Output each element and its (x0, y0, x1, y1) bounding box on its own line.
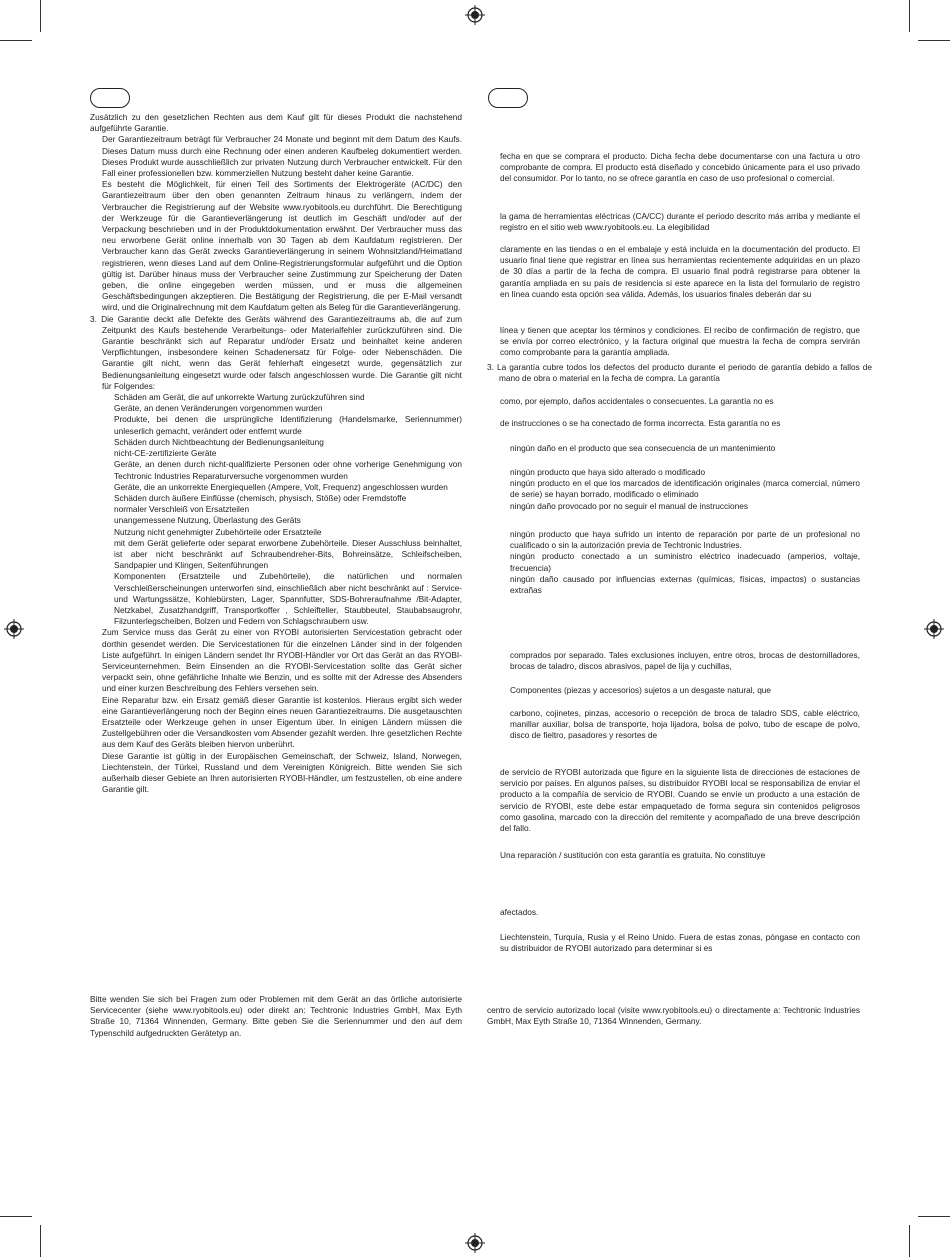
service-text: Zum Service muss das Gerät zu einer von RYOBI autorisierten Servicestation gebracht oder dorthin gesendet werden. Die Servicestationen für die einzelnen Länder sind in der folgenden Liste aufgeführt. In einigen Ländern sendet Ihr RYOBI-Händler vor Ort das Gerät an das RYOBI-Serviceunternehmen. Beim Einsenden an die RYOBI-Servicestation sollte das Gerät sicher verpackt sein, ohne gefährliche Inhalte wie Benzin, und es sollte mit der Adresse des Absenders und einer kurzen Beschreibung des Fehlers versehen sein. (102, 627, 462, 694)
spanish-damage-text: como, por ejemplo, daños accidentales o consecuentes. La garantía no es (500, 396, 774, 406)
spanish-warranty-period-text: fecha en que se comprara el producto. Dicha fecha debe documentarse con una factura u otro comprobante de compra. El producto está diseñado y concebido únicamente para el uso privado del consumidor. Por lo tanto, no se ofrece garantía en caso de uso profesional o comercial. (500, 151, 860, 184)
list-item: Schäden am Gerät, die auf unkorrekte Wartung zurückzuführen sind (114, 392, 365, 403)
german-footer-text: Bitte wenden Sie sich bei Fragen zum oder Problemen mit dem Gerät an das örtliche autorisierte Servicecenter (siehe www.ryobitools.eu) oder direkt an: Techtronic Industries GmbH, Max Eyth Straße 10, 71364 Winnenden, Germany. Bitte geben Sie die Seriennummer und den auf dem Typenschild aufgedruckten Gerätetyp an. (90, 994, 462, 1038)
registration-mark-icon (465, 5, 485, 25)
repair-text: Eine Reparatur bzw. ein Ersatz gemäß dieser Garantie ist kostenlos. Hieraus ergibt sich weder eine Garantieverlängerung noch der Beginn eines neuen Garantiezeitraums. Die ausgetauschten Ersatzteile oder Werkzeuge gehen in unser Eigentum über. In einigen Ländern müssen die Zustellgebühren oder die Versandkosten vom Absender gezahlt werden. Ihre gesetzlichen Rechte aus dem Kauf des Geräts bleiben hiervon unberührt. (102, 694, 462, 750)
crop-mark (918, 1216, 950, 1217)
list-item: Komponenten (Ersatzteile und Zubehörteile), die natürlichen und normalen Verschleißerscheinungen unterworfen sind, einschließlich aber nicht beschränkt auf : Service- und Wartungssätze, Kohlebürsten, Lager, Spannfutter, SDS-Bohreraufnahme /Bit-Adapter, Netzkabel, Zusatzhandgriff, Transportkoffer , Schleifteller, Staubbeutel, Staubabsaugrohr, Filzunterlegscheiben, Bolzen und Federn von Schlagschraubern usw. (114, 571, 462, 627)
list-item: Produkte, bei denen die ursprüngliche Identifizierung (Handelsmarke, Seriennummer) unleserlich gemacht, verändert oder entfernt wurde (114, 414, 462, 436)
registration-mark-icon (465, 1233, 485, 1253)
list-item: ningún daño provocado por no seguir el manual de instrucciones (510, 500, 749, 511)
list-item: Geräte, die an unkorrekte Energiequellen (Ampere, Volt, Frequenz) angeschlossen wurden (114, 481, 448, 492)
spanish-instructions-text: de instrucciones o se ha conectado de forma incorrecta. Esta garantía no es (500, 418, 781, 428)
spanish-coverage-text: 3. La garantía cubre todos los defectos del producto durante el periodo de garantía debido a fallos de mano de obra o material en la fecha de compra. La garantía (487, 362, 872, 384)
spanish-service-text: de servicio de RYOBI autorizada que figure en la siguiente lista de direcciones de estaciones de servicio por países. En algunos países, su distribuidor RYOBI local se responsabiliza de enviar el producto a la compañía de servicio de RYOBI. Cuando se envíe un producto a una estación de servicio de RYOBI, este debe estar empaquetado de forma segura sin contenidos peligrosos como gasolina, marcado con la dirección del remitente y acompañado de una breve descripción del fallo. (500, 767, 860, 834)
registration-mark-icon (924, 619, 944, 639)
german-warranty-column (90, 112, 462, 795)
crop-mark (40, 1225, 41, 1257)
list-item: Schäden durch äußere Einflüsse (chemisch, physisch, Stöße) oder Fremdstoffe (114, 492, 407, 503)
validity-text: Diese Garantie ist gültig in der Europäischen Gemeinschaft, der Schweiz, Island, Norwegen, Liechtenstein, der Türkei, Russland und dem Vereinigten Königreich. Bitte wenden Sie sich außerhalb dieser Gebiete an Ihren autorisierten RYOBI-Händler, um festzustellen, ob eine andere Garantie gilt. (102, 750, 462, 795)
crop-mark (909, 1225, 910, 1257)
list-item: Geräte, an denen Veränderungen vorgenommen wurden (114, 403, 323, 414)
list-item: ningún daño causado por influencias externas (químicas, físicas, impactos) o sustancias extrañas (510, 573, 860, 596)
spanish-registration-text: línea y tienen que aceptar los términos y condiciones. El recibo de confirmación de registro, que se envía por correo electrónico, y la factura original que muestra la fecha de compra servirán como comprobante para la garantía ampliada. (500, 325, 860, 358)
list-item: ningún producto que haya sufrido un intento de reparación por parte de un profesional no cualificado o sin la autorización previa de Techtronic Industries. (510, 529, 860, 551)
language-badge-de (90, 88, 130, 108)
list-item: normaler Verschleiß von Ersatzteilen (114, 504, 250, 515)
spanish-extension-text: la gama de herramientas eléctricas (CA/CC) durante el periodo descrito más arriba y mediante el registro en el sitio web www.ryobitools.eu. La elegibilidad (500, 211, 860, 233)
spanish-validity-text: Liechtenstein, Turquía, Rusia y el Reino Unido. Fuera de estas zonas, póngase en contacto con su distribuidor de RYOBI autorizado para determinar si es (500, 932, 860, 954)
crop-mark (40, 0, 41, 32)
spanish-parts-text: carbono, cojinetes, pinzas, accesorio o recepción de broca de taladro SDS, cable eléctrico, manillar auxiliar, bolsa de transporte, hoja lijadora, bolsa de polvo, tubo de escape de polvo, disco de fieltro, pasadores y resortes de (510, 708, 860, 741)
spanish-exclusion-list (510, 529, 860, 596)
spanish-components-text: Componentes (piezas y accesorios) sujetos a un desgaste natural, que (510, 685, 772, 695)
intro-text: Zusätzlich zu den gesetzlichen Rechten aus dem Kauf gilt für dieses Produkt die nachstehend aufgeführte Garantie. (90, 112, 462, 134)
spanish-affected-text: afectados. (500, 907, 539, 917)
crop-mark (909, 0, 910, 32)
exclusion-list (90, 392, 462, 627)
language-badge-es (488, 88, 528, 108)
list-item: Schäden durch Nichtbeachtung der Bedienungsanleitung (114, 436, 324, 447)
registration-mark-icon (4, 619, 24, 639)
spanish-exclusion-list (510, 467, 860, 512)
crop-mark (0, 1216, 32, 1217)
list-item: Geräte, an denen durch nicht-qualifizierte Personen oder ohne vorherige Genehmigung von Techtronic Industries Reparaturversuche vorgenommen wurden (114, 459, 462, 481)
warranty-extension-text: Es besteht die Möglichkeit, für einen Teil des Sortiments der Elektrogeräte (AC/DC) den Garantiezeitraum über den oben genannten Zeitraum hinaus zu verlängern, indem der Verbraucher die Registrierung auf der Website www.ryobitools.eu durchführt. Die Berechtigung der Werkzeuge für die Garantieverlängerung ist deutlich im Geschäft und/oder auf der Verpackung beschrieben und in der Produktdokumentation erwähnt. Der Verbraucher muss das neu erworbene Gerät online innerhalb von 30 Tagen ab dem Kaufdatum registrieren. Der Verbraucher kann das Gerät zwecks Garantieverlängerung in seinem Wohnsitzland/Heimatland registrieren, wenn dieses Land auf dem Online-Registrierungsformular aufgeführt und die Option gültig ist. Darüber hinaus muss der Verbraucher seine Zustimmung zur Speicherung der Daten geben, die online eingegeben werden müssen, und er muss die allgemeinen Geschäftsbedingungen akzeptieren. Die Bestätigung der Registrierung, die per E-Mail versandt wird, und die Originalrechnung mit dem Kaufdatum gelten als Beleg für die Garantieverlängerung. (102, 179, 462, 313)
list-item: unangemessene Nutzung, Überlastung des Geräts (114, 515, 301, 526)
crop-mark (0, 40, 32, 41)
list-item: ningún producto conectado a un suministro eléctrico inadecuado (amperios, voltaje, frecuencia) (510, 551, 860, 573)
list-item: ningún producto en el que los marcados de identificación originales (marca comercial, número de serie) se hayan borrado, modificado o eliminado (510, 478, 860, 500)
spanish-repair-text: Una reparación / sustitución con esta garantía es gratuita. No constituye (500, 850, 766, 860)
warranty-period-text: Der Garantiezeitraum beträgt für Verbraucher 24 Monate und beginnt mit dem Datum des Kaufs. Dieses Datum muss durch eine Rechnung oder einen anderen Kaufbeleg dokumentiert werden. Dieses Produkt wurde ausschließlich zur privaten Nutzung durch Verbraucher entwickelt. Für den Fall einer professionellen bzw. kommerziellen Nutzung besteht daher keine Garantie. (102, 134, 462, 179)
spanish-list-item: ningún daño en el producto que sea consecuencia de un mantenimiento (510, 443, 776, 453)
list-item: Nutzung nicht genehmigter Zubehörteile oder Ersatzteile (114, 526, 322, 537)
list-item: mit dem Gerät gelieferte oder separat erworbene Zubehörteile. Dieser Ausschluss beinhaltet, ist aber nicht beschränkt auf Schraubendreher-Bits, Bohreinsätze, Schleifscheiben, Sandpapier und Klingen, Seitenführungen (114, 537, 462, 571)
spanish-footer-text: centro de servicio autorizado local (visite www.ryobitools.eu) o directamente a: Techtronic Industries GmbH, Max Eyth Straße 10, 71364 Winnenden, Germany. (487, 1005, 860, 1027)
warranty-coverage-text: 3. Die Garantie deckt alle Defekte des Geräts während des Garantiezeitraums ab, die auf zum Zeitpunkt des Kaufs bestehende Verarbeitungs- oder Materialfehler zurückzuführen sind. Die Garantie beschränkt sich auf Reparatur und/oder Ersatz und beinhaltet keine anderen Verpflichtungen, insbesondere keinen Schadenersatz für Folge- oder Nebenschäden. Die Garantie gilt nicht, wenn das Gerät fehlerhaft eingesetzt wurde, gegensätzlich zur Bedienungsanleitung eingesetzt wurde oder falsch angeschlossen wurde. Die Garantie gilt nicht für Folgendes: (90, 313, 462, 391)
list-item: nicht-CE-zertifizierte Geräte (114, 448, 217, 459)
spanish-eligibility-text: claramente en las tiendas o en el embalaje y está incluida en la documentación del producto. El usuario final tiene que registrar en línea sus herramientas recientemente adquiridas en un plazo de 30 días a partir de la fecha de compra. El usuario final podrá registrarse para obtener la garantía ampliada en su país de residencia si este aparece en la lista del formulario de registro en línea cuando esta opción sea válida. Además, los usuarios finales deberán dar su (500, 244, 860, 299)
spanish-accessories-text: comprados por separado. Tales exclusiones incluyen, entre otros, brocas de destornilladores, brocas de taladro, discos abrasivos, papel de lija y cuchillas, (510, 650, 860, 672)
list-item: ningún producto que haya sido alterado o modificado (510, 467, 706, 477)
crop-mark (918, 40, 950, 41)
